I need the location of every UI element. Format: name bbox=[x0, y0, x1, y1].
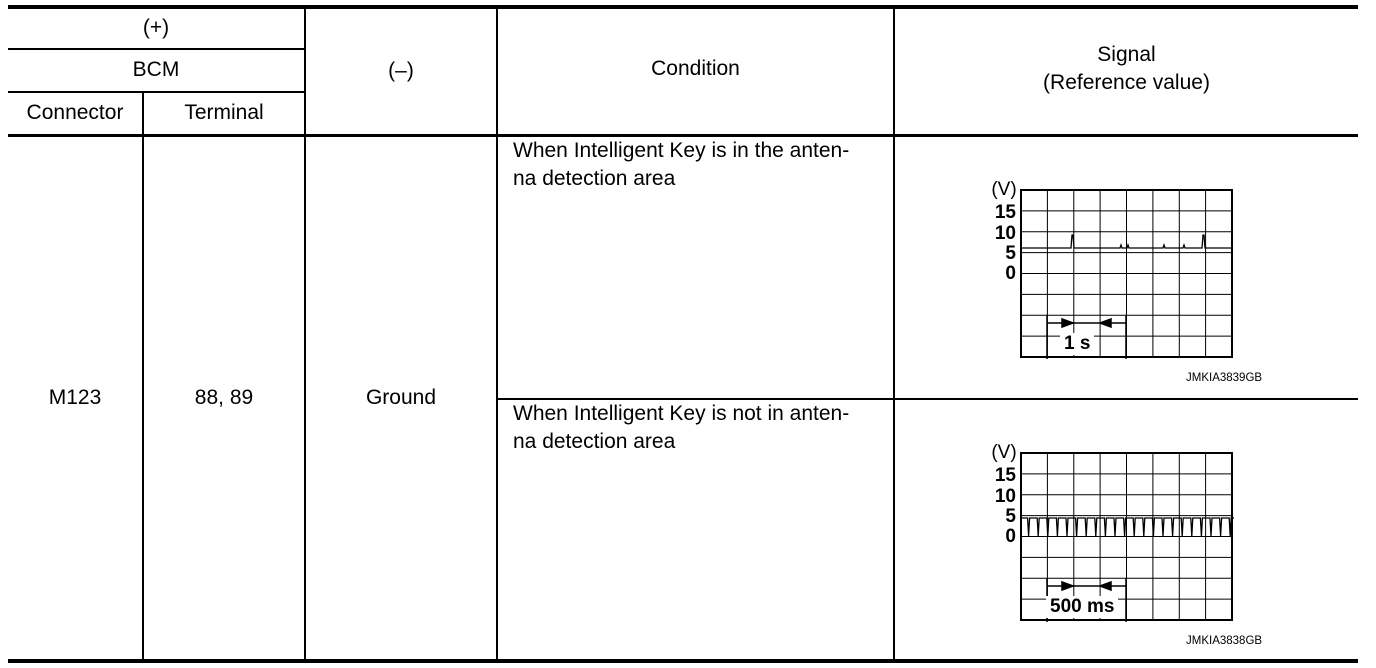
fig2-ytick-15: 15 bbox=[994, 465, 1016, 486]
condition-2 bbox=[513, 400, 893, 659]
condition-2-line1: When Intelligent Key is not in anten- bbox=[513, 402, 850, 425]
header-signal-line2: (Reference value) bbox=[1043, 71, 1210, 94]
fig1-ytick-15: 15 bbox=[994, 202, 1016, 223]
fig1-code: JMKIA3839GB bbox=[1186, 372, 1263, 384]
header-minus-text: (–) bbox=[388, 59, 414, 82]
header-terminal bbox=[144, 93, 304, 133]
cell-minus bbox=[306, 137, 496, 659]
fig2-ytick-0: 0 bbox=[1005, 526, 1016, 547]
header-plus bbox=[8, 9, 304, 47]
header-bcm-text: BCM bbox=[132, 58, 180, 81]
header-condition bbox=[498, 9, 893, 129]
minus-value: Ground bbox=[365, 386, 437, 409]
fig2-unit-label: (V) bbox=[991, 442, 1017, 463]
fig1-oscilloscope-grid bbox=[1020, 189, 1234, 359]
header-minus bbox=[306, 9, 496, 133]
fig2-time-scale: 500 ms bbox=[1046, 596, 1118, 618]
condition-1-line2: na detection area bbox=[513, 167, 676, 190]
header-plus-text: (+) bbox=[142, 16, 170, 39]
terminal-value: 88, 89 bbox=[194, 386, 254, 409]
fig2-ytick-10: 10 bbox=[994, 486, 1016, 507]
cell-connector bbox=[8, 137, 142, 659]
cell-terminal bbox=[144, 137, 304, 659]
condition-1 bbox=[513, 137, 893, 398]
header-bcm bbox=[8, 50, 304, 90]
condition-1-line1: When Intelligent Key is in the anten- bbox=[513, 139, 850, 162]
connector-value: M123 bbox=[48, 386, 102, 409]
fig2-code: JMKIA3838GB bbox=[1186, 635, 1263, 647]
header-connector-text: Connector bbox=[26, 101, 124, 124]
header-condition-text: Condition bbox=[651, 57, 740, 80]
table-bottom-rule bbox=[8, 659, 1358, 663]
fig1-ytick-10: 10 bbox=[994, 223, 1016, 244]
fig1-time-scale: 1 s bbox=[1060, 333, 1094, 355]
header-signal-line1: Signal bbox=[1097, 43, 1156, 66]
header-terminal-text: Terminal bbox=[184, 101, 264, 124]
header-connector bbox=[8, 93, 142, 133]
fig1-ytick-0: 0 bbox=[1005, 263, 1016, 284]
fig1-ytick-5: 5 bbox=[1005, 243, 1016, 264]
fig1-unit-label: (V) bbox=[991, 179, 1017, 200]
fig2-ytick-5: 5 bbox=[1005, 506, 1016, 527]
header-signal bbox=[895, 9, 1358, 129]
condition-2-line2: na detection area bbox=[513, 430, 676, 453]
